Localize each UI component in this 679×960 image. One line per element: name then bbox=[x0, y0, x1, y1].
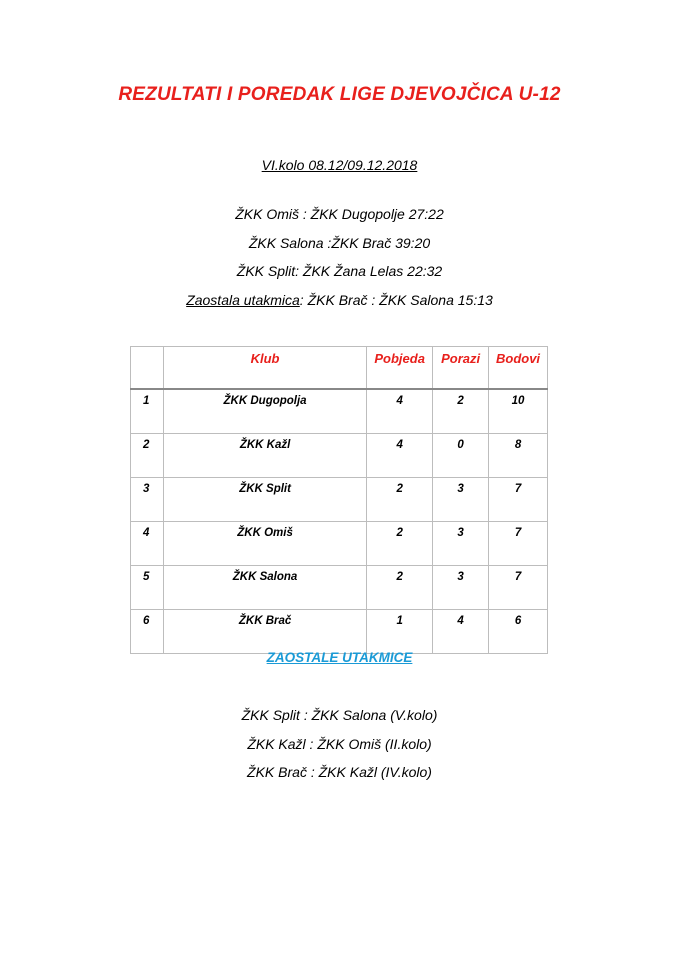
standings-table bbox=[130, 346, 548, 654]
cell-rank: 3 bbox=[131, 478, 164, 522]
table-row bbox=[131, 566, 548, 610]
cell-rank: 2 bbox=[131, 434, 164, 478]
cell-wins: 1 bbox=[367, 610, 433, 654]
table-row bbox=[131, 478, 548, 522]
table-row bbox=[131, 434, 548, 478]
header-club: Klub bbox=[163, 347, 366, 390]
standings-header-row bbox=[131, 347, 548, 390]
cell-points: 7 bbox=[489, 522, 548, 566]
cell-club: ŽKK Brač bbox=[163, 610, 366, 654]
cell-losses: 4 bbox=[433, 610, 489, 654]
cell-points: 8 bbox=[489, 434, 548, 478]
cell-wins: 4 bbox=[367, 389, 433, 434]
postponed-match-text: : ŽKK Brač : ŽKK Salona 15:13 bbox=[299, 291, 493, 308]
cell-rank: 5 bbox=[131, 566, 164, 610]
table-row bbox=[131, 389, 548, 434]
header-wins: Pobjeda bbox=[367, 347, 433, 390]
cell-losses: 2 bbox=[433, 389, 489, 434]
pending-match: ŽKK Brač : ŽKK Kažl (IV.kolo) bbox=[247, 764, 432, 780]
match-results bbox=[0, 204, 679, 318]
page-title: REZULTATI I POREDAK LIGE DJEVOJČICA U-12 bbox=[118, 84, 561, 105]
cell-losses: 3 bbox=[433, 522, 489, 566]
cell-wins: 2 bbox=[367, 522, 433, 566]
postponed-match-result bbox=[0, 290, 679, 319]
cell-losses: 3 bbox=[433, 478, 489, 522]
table-row bbox=[131, 610, 548, 654]
match-result: ŽKK Omiš : ŽKK Dugopolje 27:22 bbox=[235, 206, 444, 222]
header-losses: Porazi bbox=[433, 347, 489, 390]
cell-losses: 3 bbox=[433, 566, 489, 610]
pending-matches-title: ZAOSTALE UTAKMICE bbox=[266, 650, 413, 665]
cell-points: 6 bbox=[489, 610, 548, 654]
cell-rank: 4 bbox=[131, 522, 164, 566]
cell-points: 7 bbox=[489, 566, 548, 610]
cell-wins: 4 bbox=[367, 434, 433, 478]
cell-club: ŽKK Kažl bbox=[163, 434, 366, 478]
pending-matches-list bbox=[0, 705, 679, 791]
cell-club: ŽKK Salona bbox=[163, 566, 366, 610]
cell-points: 7 bbox=[489, 478, 548, 522]
match-result: ŽKK Split: ŽKK Žana Lelas 22:32 bbox=[236, 263, 443, 279]
table-row bbox=[131, 522, 548, 566]
cell-wins: 2 bbox=[367, 478, 433, 522]
cell-club: ŽKK Split bbox=[163, 478, 366, 522]
header-points: Bodovi bbox=[489, 347, 548, 390]
cell-rank: 1 bbox=[131, 389, 164, 434]
pending-match: ŽKK Split : ŽKK Salona (V.kolo) bbox=[241, 707, 438, 723]
cell-club: ŽKK Omiš bbox=[163, 522, 366, 566]
round-heading: VI.kolo 08.12/09.12.2018 bbox=[261, 157, 418, 173]
header-rank bbox=[131, 347, 164, 390]
pending-match: ŽKK Kažl : ŽKK Omiš (II.kolo) bbox=[247, 735, 432, 752]
postponed-match-label: Zaostala utakmica bbox=[186, 291, 300, 308]
cell-points: 10 bbox=[489, 389, 548, 434]
cell-club: ŽKK Dugopolja bbox=[163, 389, 366, 434]
cell-wins: 2 bbox=[367, 566, 433, 610]
match-result: ŽKK Salona :ŽKK Brač 39:20 bbox=[248, 234, 431, 251]
cell-rank: 6 bbox=[131, 610, 164, 654]
cell-losses: 0 bbox=[433, 434, 489, 478]
